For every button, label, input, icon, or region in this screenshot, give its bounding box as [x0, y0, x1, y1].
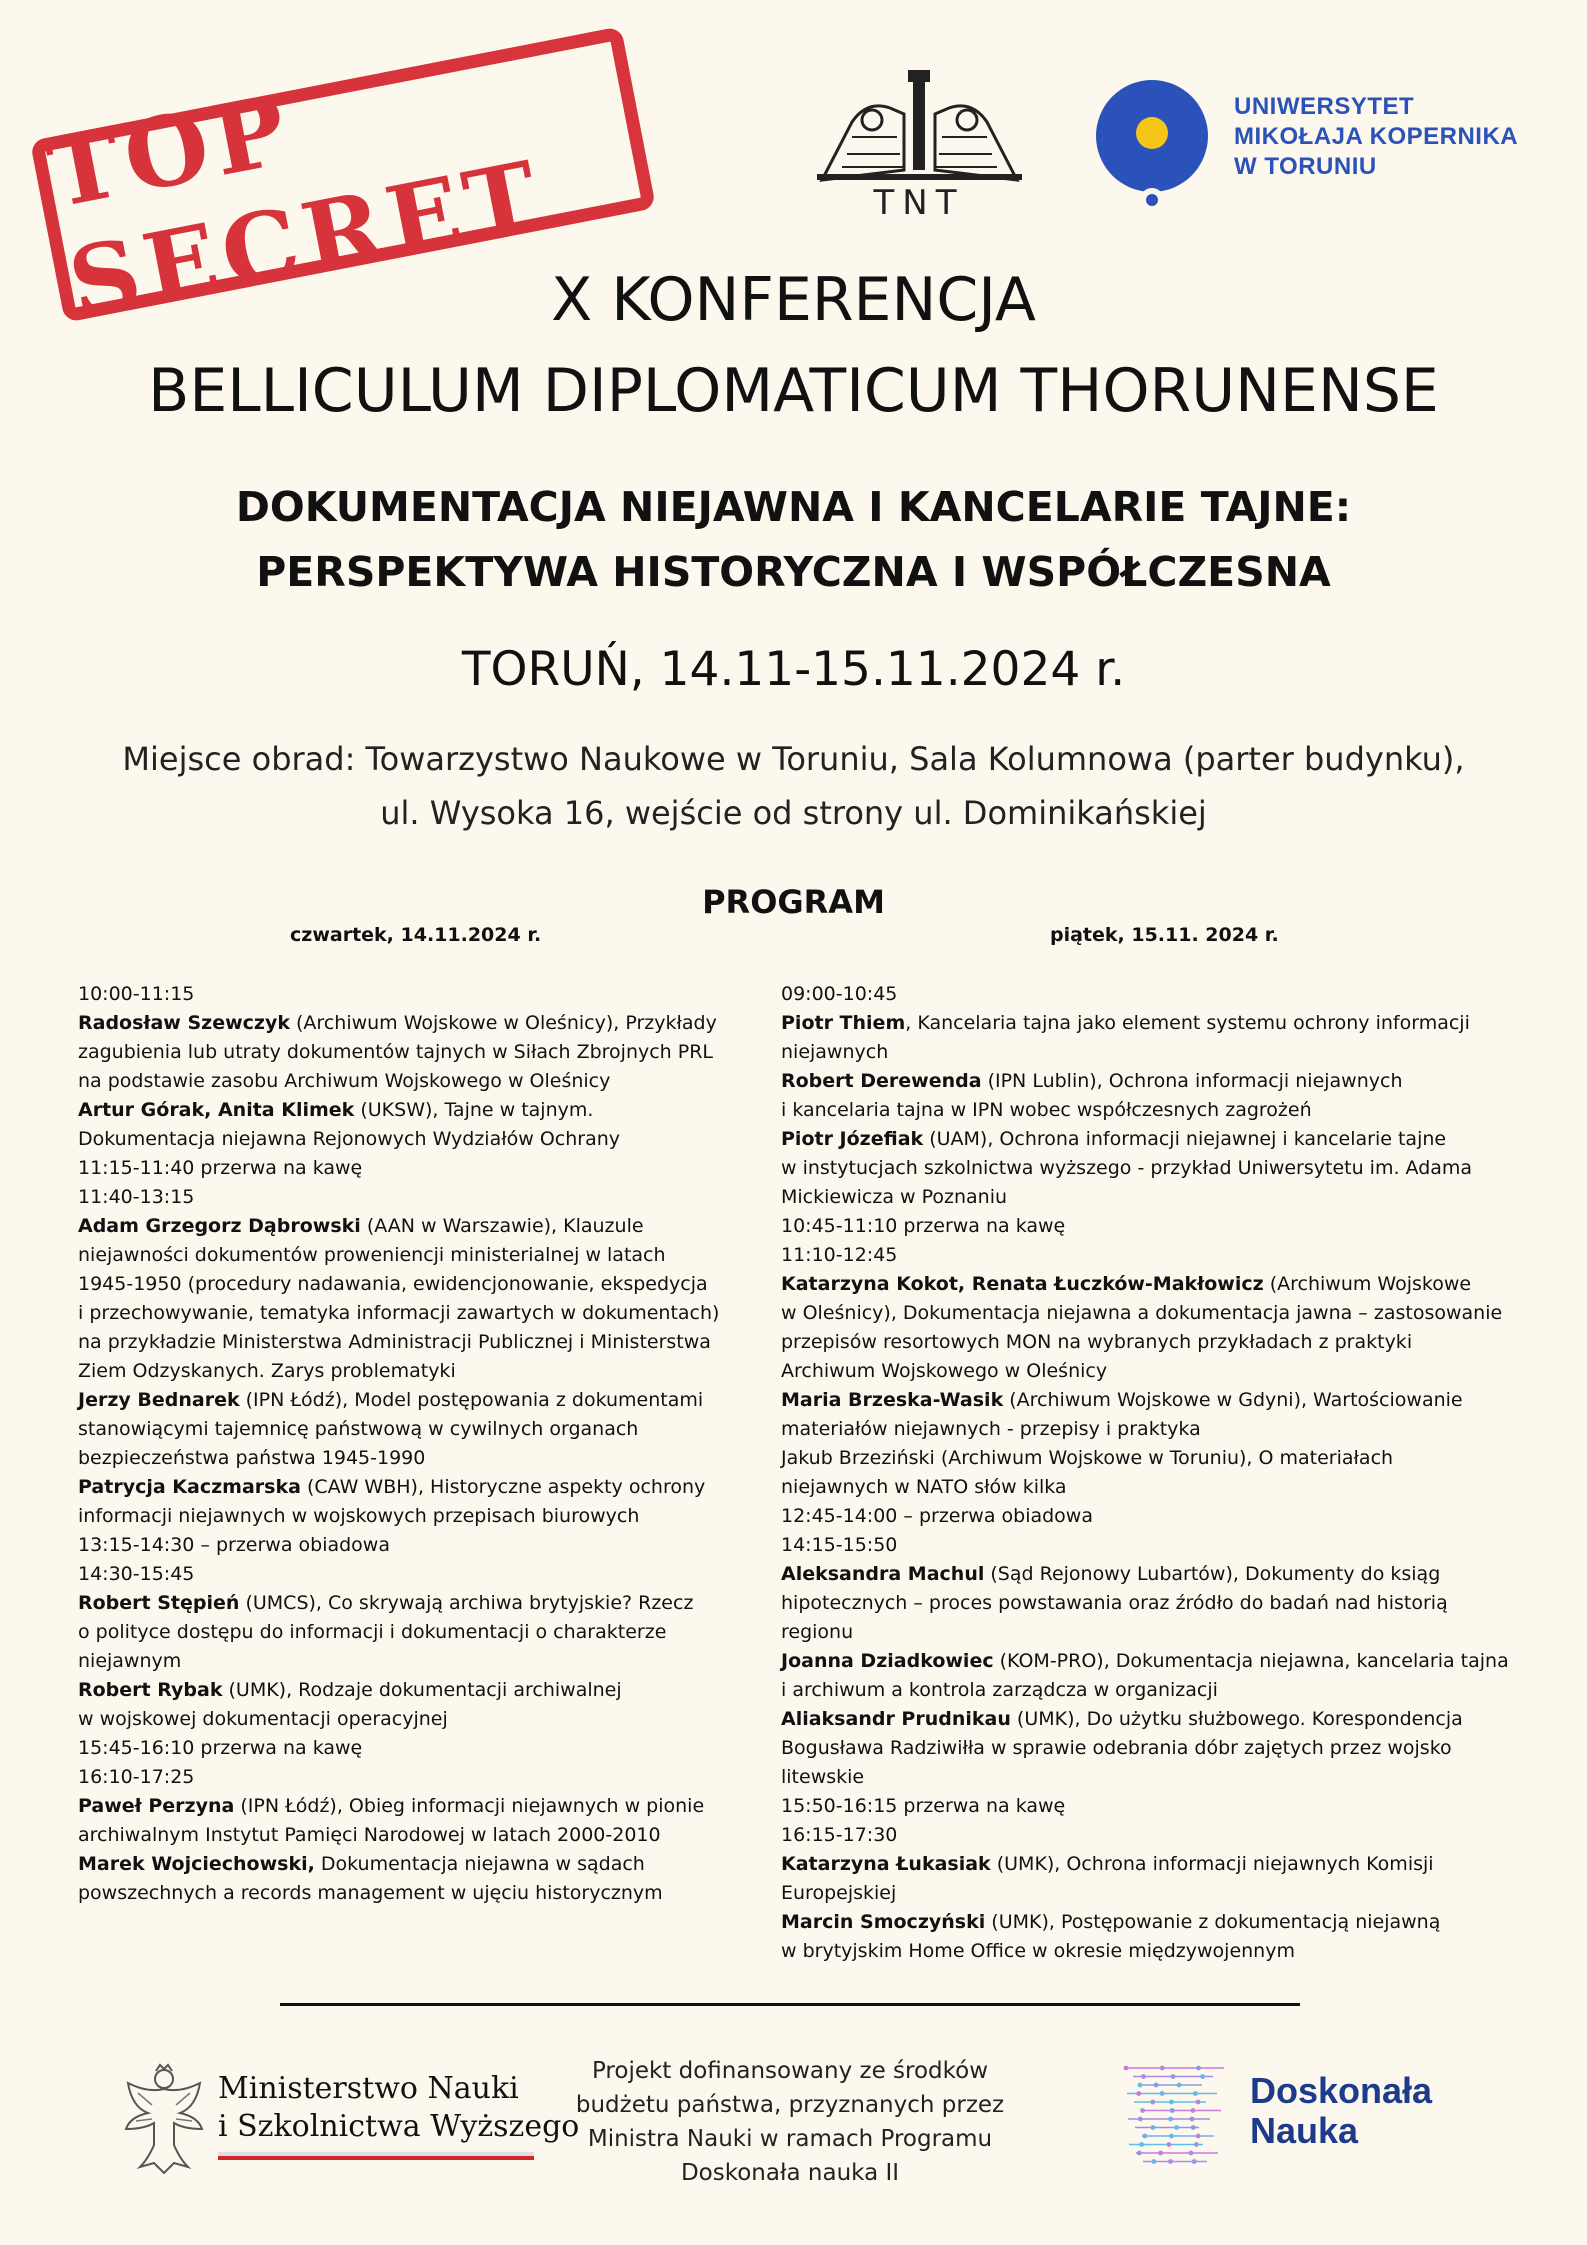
- conference-number: X KONFERENCJA: [551, 265, 1036, 335]
- line-text: hipotecznych – proces powstawania oraz źródło do badań nad historią: [781, 1592, 1448, 1614]
- dn-logo-dot: [1167, 2142, 1172, 2147]
- line-text: w instytucjach szkolnictwa wyższego - przykład Uniwersytetu im. Adama: [781, 1157, 1473, 1179]
- schedule-line: [781, 1386, 1541, 1415]
- line-text: Ziem Odzyskanych. Zarys problematyki: [78, 1360, 456, 1382]
- line-text: (AAN w Warszawie), Klauzule: [360, 1215, 644, 1237]
- line-text: 11:15-11:40 przerwa na kawę: [78, 1157, 363, 1179]
- dn-logo-dot: [1138, 2083, 1143, 2088]
- dn-logo-dot: [1141, 2074, 1146, 2079]
- line-text: 11:10-12:45: [781, 1244, 898, 1266]
- schedule-line: [781, 1763, 1541, 1792]
- line-text: na podstawie zasobu Archiwum Wojskowego w Oleśnicy: [78, 1070, 611, 1092]
- dn-logo-dot: [1168, 2159, 1173, 2164]
- umk-logo-icon: [1085, 78, 1220, 213]
- schedule-line: [781, 1328, 1541, 1357]
- dn-logo-dot: [1193, 2091, 1198, 2096]
- speaker-name: Maria Brzeska-Wasik: [781, 1389, 1004, 1411]
- schedule-line: [781, 1850, 1541, 1879]
- line-text: archiwalnym Instytut Pamięci Narodowej w latach 2000-2010: [78, 1824, 661, 1846]
- dn-logo-dot: [1177, 2083, 1182, 2088]
- line-text: (IPN Lublin), Ochrona informacji niejawnych: [981, 1070, 1403, 1092]
- schedule-line: [781, 1647, 1541, 1676]
- schedule-line: [781, 1299, 1541, 1328]
- schedule-line: [781, 1038, 1541, 1067]
- footer-divider: [280, 2003, 1300, 2006]
- line-text: powszechnych a records management w ujęciu historycznym: [78, 1882, 663, 1904]
- funding-line: budżetu państwa, przyznanych przez: [575, 2092, 1005, 2118]
- dn-logo-dot: [1170, 2108, 1175, 2113]
- speaker-name: Marcin Smoczyński: [781, 1911, 986, 1933]
- line-text: bezpieczeństwa państwa 1945-1990: [78, 1447, 426, 1469]
- schedule-line: [781, 1618, 1541, 1647]
- line-text: w wojskowej dokumentacji operacyjnej: [78, 1708, 448, 1730]
- schedule-line: [78, 1502, 768, 1531]
- line-text: niejawnym: [78, 1650, 182, 1672]
- schedule-line: [78, 1647, 768, 1676]
- line-text: i kancelaria tajna w IPN wobec współczesnych zagrożeń: [781, 1099, 1312, 1121]
- schedule-line: [781, 1589, 1541, 1618]
- line-text: (UMCS), Co skrywają archiwa brytyjskie? Rzecz: [239, 1592, 694, 1614]
- line-text: i archiwum a kontrola zarządcza w organizacji: [781, 1679, 1218, 1701]
- schedule-line: [78, 1386, 768, 1415]
- line-text: (IPN Łódź), Obieg informacji niejawnych w pionie: [234, 1795, 705, 1817]
- ministry-name: [218, 2070, 579, 2146]
- schedule-line: [78, 1038, 768, 1067]
- schedule-line: [781, 1444, 1541, 1473]
- schedule-line: [78, 1821, 768, 1850]
- schedule-line: [78, 1734, 768, 1763]
- speaker-name: Jerzy Bednarek: [78, 1389, 240, 1411]
- dn-line: Nauka: [1250, 2110, 1359, 2151]
- ministry-line: Ministerstwo Nauki: [218, 2071, 519, 2106]
- line-text: 13:15-14:30 – przerwa obiadowa: [78, 1534, 390, 1556]
- day1-heading: czwartek, 14.11.2024 r.: [290, 924, 542, 946]
- dn-logo-dot: [1169, 2134, 1174, 2139]
- line-text: (UKSW), Tajne w tajnym.: [354, 1099, 594, 1121]
- stamp-text: TOP SECRET: [38, 71, 553, 341]
- line-text: stanowiącymi tajemnicę państwową w cywilnych organach: [78, 1418, 639, 1440]
- dn-logo-dot: [1174, 2125, 1179, 2130]
- dn-logo-dot: [1142, 2134, 1147, 2139]
- subtitle-line: PERSPEKTYWA HISTORYCZNA I WSPÓŁCZESNA: [256, 548, 1331, 596]
- day2-schedule: [781, 980, 1541, 1966]
- line-text: 14:30-15:45: [78, 1563, 195, 1585]
- schedule-line: [78, 1009, 768, 1038]
- schedule-line: [781, 1270, 1541, 1299]
- doskonala-nauka-name: [1250, 2071, 1432, 2151]
- schedule-line: [78, 1067, 768, 1096]
- dn-logo-dot: [1190, 2117, 1195, 2122]
- line-text: (UMK), Ochrona informacji niejawnych Komisji: [990, 1853, 1434, 1875]
- schedule-line: [78, 980, 768, 1009]
- line-text: 16:15-17:30: [781, 1824, 898, 1846]
- speaker-name: Katarzyna Łukasiak: [781, 1853, 991, 1875]
- dn-logo-dot: [1168, 2117, 1173, 2122]
- line-text: (Archiwum Wojskowe w Oleśnicy), Przykłady: [289, 1012, 717, 1034]
- schedule-line: [78, 1676, 768, 1705]
- schedule-line: [781, 1734, 1541, 1763]
- day2-heading: piątek, 15.11. 2024 r.: [1050, 924, 1279, 946]
- umk-name-line: UNIWERSYTET: [1234, 93, 1415, 120]
- line-text: (Sąd Rejonowy Lubartów), Dokumenty do ksiąg: [984, 1563, 1441, 1585]
- line-text: Dokumentacja niejawna w sądach: [314, 1853, 645, 1875]
- doskonala-nauka-logo-icon: [1120, 2060, 1230, 2170]
- line-text: (KOM-PRO), Dokumentacja niejawna, kancelaria tajna: [993, 1650, 1509, 1672]
- line-text: litewskie: [781, 1766, 865, 1788]
- dn-logo-dot: [1191, 2125, 1196, 2130]
- schedule-line: [78, 1705, 768, 1734]
- schedule-line: [78, 1531, 768, 1560]
- line-text: (IPN Łódź), Model postępowania z dokumentami: [239, 1389, 704, 1411]
- line-text: 15:45-16:10 przerwa na kawę: [78, 1737, 363, 1759]
- tnt-logo-text: TNT: [873, 183, 965, 222]
- speaker-name: Piotr Thiem: [781, 1012, 906, 1034]
- speaker-name: Joanna Dziadkowiec: [781, 1650, 994, 1672]
- dn-logo-dot: [1171, 2074, 1176, 2079]
- schedule-line: [78, 1444, 768, 1473]
- line-text: 10:00-11:15: [78, 983, 195, 1005]
- speaker-name: Robert Stępień: [78, 1592, 240, 1614]
- schedule-line: [781, 1183, 1541, 1212]
- schedule-line: [78, 1299, 768, 1328]
- dn-logo-dot: [1196, 2066, 1201, 2071]
- dn-logo-dot: [1200, 2074, 1205, 2079]
- dn-line: Doskonała: [1250, 2070, 1433, 2111]
- ministry-flag-bar: [218, 2152, 534, 2160]
- schedule-line: [781, 1154, 1541, 1183]
- line-text: 14:15-15:50: [781, 1534, 898, 1556]
- dn-logo-dot: [1154, 2083, 1159, 2088]
- line-text: 10:45-11:10 przerwa na kawę: [781, 1215, 1066, 1237]
- schedule-line: [78, 1473, 768, 1502]
- line-text: 09:00-10:45: [781, 983, 898, 1005]
- speaker-name: Patrycja Kaczmarska: [78, 1476, 301, 1498]
- line-text: 16:10-17:25: [78, 1766, 195, 1788]
- speaker-name: Katarzyna Kokot, Renata Łuczków-Makłowicz: [781, 1273, 1264, 1295]
- schedule-line: [781, 1415, 1541, 1444]
- dn-logo-dot: [1192, 2159, 1197, 2164]
- dn-logo-dot: [1136, 2091, 1141, 2096]
- line-text: (UMK), Rodzaje dokumentacji archiwalnej: [222, 1679, 622, 1701]
- venue-line: Miejsce obrad: Towarzystwo Naukowe w Toruniu, Sala Kolumnowa (parter budynku),: [122, 740, 1465, 778]
- speaker-name: Paweł Perzyna: [78, 1795, 235, 1817]
- dn-logo-dot: [1194, 2142, 1199, 2147]
- line-text: o polityce dostępu do informacji i dokumentacji o charakterze: [78, 1621, 667, 1643]
- speaker-name: Artur Górak, Anita Klimek: [78, 1099, 355, 1121]
- funding-line: Doskonała nauka II: [680, 2160, 900, 2186]
- schedule-line: [781, 1937, 1541, 1966]
- schedule-line: [781, 1212, 1541, 1241]
- speaker-name: Aleksandra Machul: [781, 1563, 985, 1585]
- line-text: w Oleśnicy), Dokumentacja niejawna a dokumentacja jawna – zastosowanie: [781, 1302, 1503, 1324]
- line-text: (Archiwum Wojskowe w Gdyni), Wartościowanie: [1003, 1389, 1463, 1411]
- schedule-line: [78, 1241, 768, 1270]
- subtitle-line: DOKUMENTACJA NIEJAWNA I KANCELARIE TAJNE:: [235, 483, 1352, 531]
- dn-logo-dot: [1189, 2151, 1194, 2156]
- dn-logo-dot: [1140, 2108, 1145, 2113]
- dn-logo-dot: [1151, 2159, 1156, 2164]
- schedule-line: [78, 1560, 768, 1589]
- schedule-line: [781, 1096, 1541, 1125]
- schedule-line: [78, 1154, 768, 1183]
- dn-logo-dot: [1151, 2125, 1156, 2130]
- line-text: niejawnych w NATO słów kilka: [781, 1476, 1067, 1498]
- speaker-name: Radosław Szewczyk: [78, 1012, 290, 1034]
- schedule-line: [78, 1357, 768, 1386]
- line-text: (Archiwum Wojskowe: [1263, 1273, 1472, 1295]
- schedule-line: [78, 1183, 768, 1212]
- line-text: przepisów resortowych MON na wybranych przykładach z praktyki: [781, 1331, 1413, 1353]
- line-text: w brytyjskim Home Office w okresie międzywojennym: [781, 1940, 1295, 1962]
- line-text: na przykładzie Ministerstwa Administracji Publicznej i Ministerstwa: [78, 1331, 711, 1353]
- schedule-line: [78, 1763, 768, 1792]
- venue-line: ul. Wysoka 16, wejście od strony ul. Dominikańskiej: [380, 794, 1207, 832]
- schedule-line: [78, 1792, 768, 1821]
- schedule-line: [78, 1270, 768, 1299]
- schedule-line: [78, 1589, 768, 1618]
- line-text: Mickiewicza w Poznaniu: [781, 1186, 1008, 1208]
- dn-logo-dot: [1160, 2066, 1165, 2071]
- line-text: i przechowywanie, tematyka informacji zawartych w dokumentach): [78, 1302, 720, 1324]
- line-text: (UMK), Postępowanie z dokumentacją niejawną: [985, 1911, 1441, 1933]
- dn-logo-dot: [1124, 2066, 1129, 2071]
- dn-logo-dot: [1150, 2100, 1155, 2105]
- umk-name-line: MIKOŁAJA KOPERNIKA: [1234, 123, 1519, 150]
- dn-logo-dot: [1158, 2151, 1163, 2156]
- line-text: regionu: [781, 1621, 854, 1643]
- schedule-line: [781, 1879, 1541, 1908]
- schedule-line: [781, 1009, 1541, 1038]
- speaker-name: Aliaksandr Prudnikau: [781, 1708, 1011, 1730]
- funding-note: [560, 2054, 1020, 2190]
- speaker-name: Marek Wojciechowski,: [78, 1853, 315, 1875]
- funding-line: Projekt dofinansowany ze środków: [591, 2058, 989, 2084]
- schedule-line: [781, 1676, 1541, 1705]
- schedule-line: [781, 1125, 1541, 1154]
- funding-line: Ministra Nauki w ramach Programu: [587, 2126, 993, 2152]
- schedule-line: [781, 1473, 1541, 1502]
- dn-logo-dot: [1160, 2091, 1165, 2096]
- schedule-line: [78, 1096, 768, 1125]
- line-text: 12:45-14:00 – przerwa obiadowa: [781, 1505, 1093, 1527]
- schedule-line: [781, 1241, 1541, 1270]
- line-text: 11:40-13:15: [78, 1186, 195, 1208]
- schedule-line: [781, 980, 1541, 1009]
- line-text: 1945-1950 (procedury nadawania, ewidencjonowanie, ekspedycja: [78, 1273, 708, 1295]
- line-text: Archiwum Wojskowego w Oleśnicy: [781, 1360, 1108, 1382]
- schedule-line: [78, 1328, 768, 1357]
- dn-logo-dot: [1138, 2117, 1143, 2122]
- schedule-line: [781, 1531, 1541, 1560]
- line-text: (UMK), Do użytku służbowego. Korespondencja: [1010, 1708, 1463, 1730]
- ministry-line: i Szkolnictwa Wyższego: [218, 2109, 580, 2144]
- line-text: 15:50-16:15 przerwa na kawę: [781, 1795, 1066, 1817]
- line-text: informacji niejawnych w wojskowych przepisach biurowych: [78, 1505, 640, 1527]
- schedule-line: [781, 1502, 1541, 1531]
- umk-name-line: W TORUNIU: [1234, 153, 1377, 180]
- schedule-line: [78, 1850, 768, 1879]
- conference-title: BELLICULUM DIPLOMATICUM THORUNENSE: [148, 356, 1439, 426]
- schedule-line: [781, 1792, 1541, 1821]
- umk-name: [1234, 92, 1518, 182]
- dn-logo-dot: [1196, 2100, 1201, 2105]
- eagle-emblem-icon: [118, 2063, 210, 2175]
- speaker-name: Robert Derewenda: [781, 1070, 982, 1092]
- conference-subtitle: [0, 475, 1587, 605]
- schedule-line: [781, 1067, 1541, 1096]
- dn-logo-dot: [1137, 2151, 1142, 2156]
- schedule-line: [781, 1705, 1541, 1734]
- line-text: niejawności dokumentów proweniencji ministerialnej w latach: [78, 1244, 666, 1266]
- dn-logo-dot: [1139, 2142, 1144, 2147]
- schedule-line: [78, 1879, 768, 1908]
- dn-logo-dot: [1196, 2134, 1201, 2139]
- line-text: (CAW WBH), Historyczne aspekty ochrony: [300, 1476, 706, 1498]
- program-heading: PROGRAM: [702, 883, 885, 921]
- schedule-line: [781, 1560, 1541, 1589]
- line-text: Jakub Brzeziński (Archiwum Wojskowe w Toruniu), O materiałach: [781, 1447, 1394, 1469]
- speaker-name: Robert Rybak: [78, 1679, 223, 1701]
- schedule-line: [781, 1908, 1541, 1937]
- venue-info: [0, 732, 1587, 840]
- line-text: , Kancelaria tajna jako element systemu ochrony informacji: [905, 1012, 1470, 1034]
- schedule-line: [781, 1357, 1541, 1386]
- schedule-line: [78, 1212, 768, 1241]
- line-text: Dokumentacja niejawna Rejonowych Wydziałów Ochrany: [78, 1128, 621, 1150]
- line-text: niejawnych: [781, 1041, 889, 1063]
- schedule-line: [78, 1125, 768, 1154]
- dn-logo-dot: [1191, 2108, 1196, 2113]
- line-text: (UAM), Ochrona informacji niejawnej i kancelarie tajne: [923, 1128, 1447, 1150]
- conference-dates: TORUŃ, 14.11-15.11.2024 r.: [461, 642, 1126, 697]
- line-text: zagubienia lub utraty dokumentów tajnych w Siłach Zbrojnych PRL: [78, 1041, 713, 1063]
- schedule-line: [781, 1821, 1541, 1850]
- day1-schedule: [78, 980, 768, 1908]
- speaker-name: Adam Grzegorz Dąbrowski: [78, 1215, 361, 1237]
- line-text: Europejskiej: [781, 1882, 897, 1904]
- schedule-line: [78, 1618, 768, 1647]
- line-text: Bogusława Radziwiłła w sprawie odebrania dóbr zajętych przez wojsko: [781, 1737, 1452, 1759]
- speaker-name: Piotr Józefiak: [781, 1128, 924, 1150]
- tnt-logo-icon: [812, 62, 1027, 222]
- schedule-line: [78, 1415, 768, 1444]
- dn-logo-dot: [1169, 2100, 1174, 2105]
- line-text: materiałów niejawnych - przepisy i praktyka: [781, 1418, 1201, 1440]
